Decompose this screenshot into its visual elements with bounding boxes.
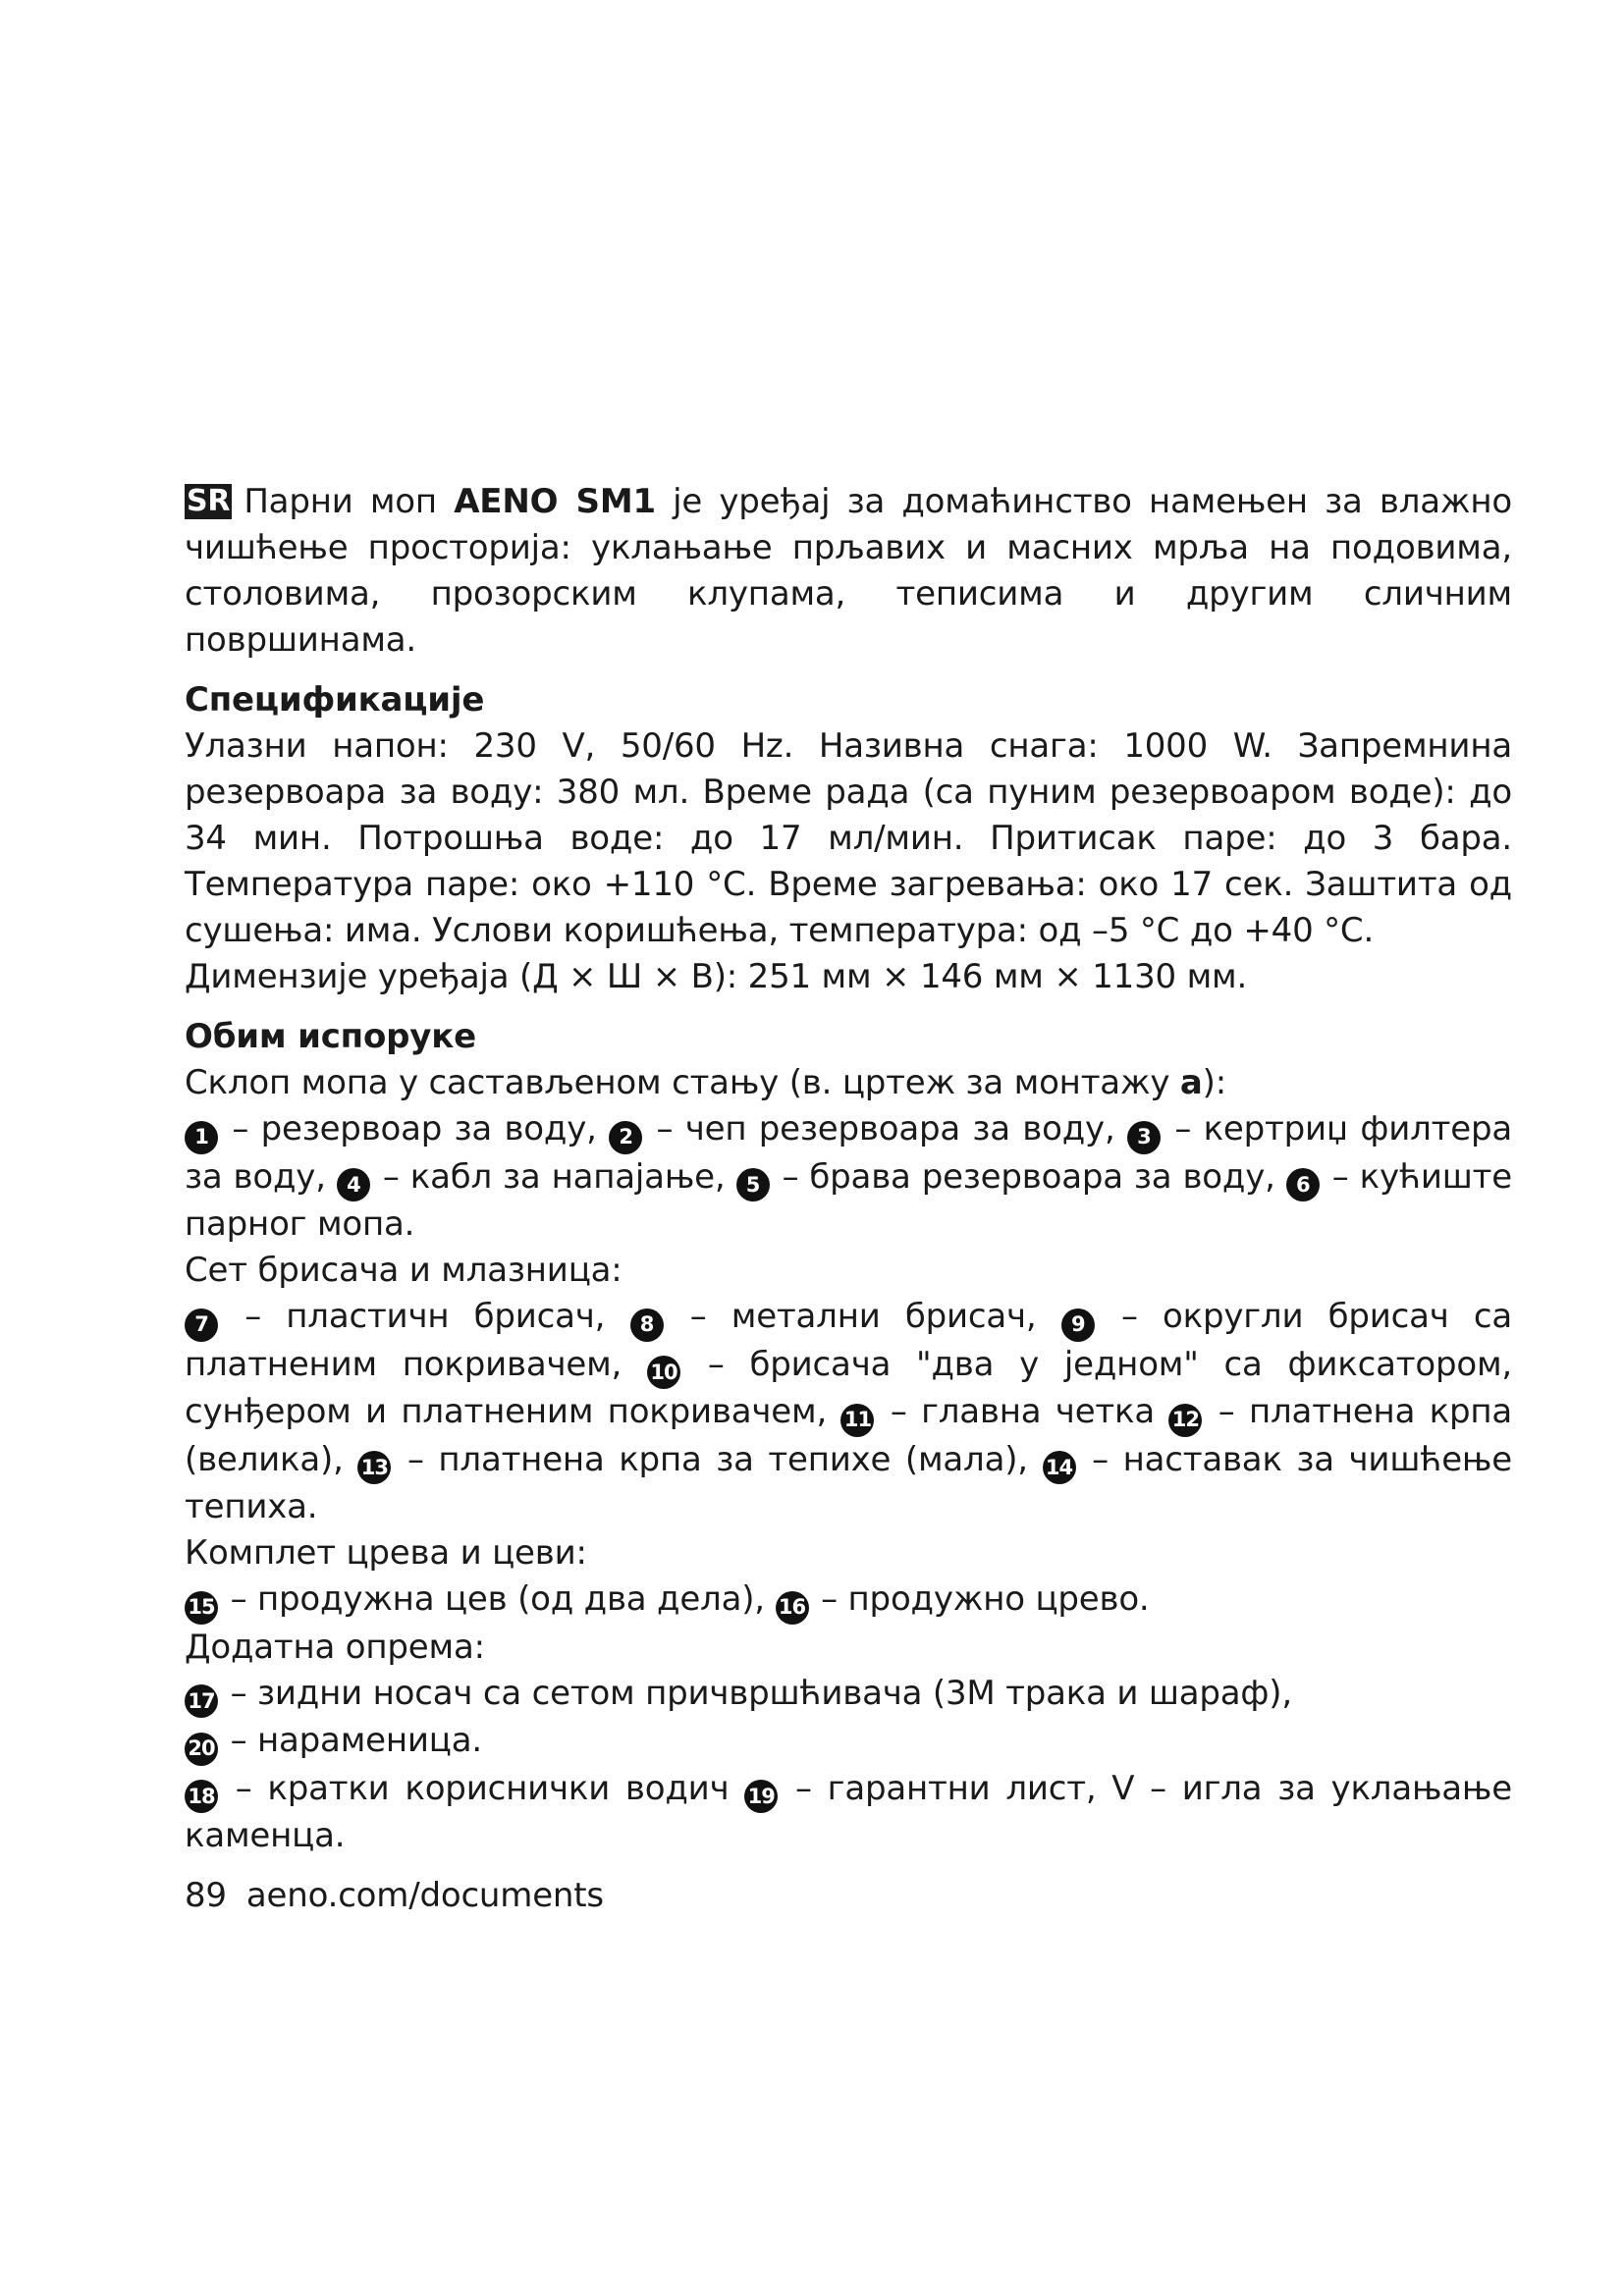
item-description: – главна четка [876,1392,1169,1431]
page-number: 89 [185,1876,227,1915]
item-description: – пластичн брисач, [220,1297,630,1336]
item-number-badge: 2 [609,1121,642,1154]
item-description: – резервоар за воду, [220,1109,610,1148]
item-description: – продужна цев (од два дела), [220,1579,776,1619]
hose-set-label: Комплет црева и цеви: [185,1533,587,1573]
intro-paragraph [185,479,1512,664]
item-description: – зидни носач са сетом причвршћивача (3M трака и шараф), [220,1673,1292,1713]
item-number-badge: 17 [185,1684,218,1718]
assembly-line [185,1060,1512,1106]
item-description: – гарантни лист, V – игла за уклањање каменца. [185,1768,1512,1855]
assembly-text-end: ): [1202,1063,1226,1102]
document-page [185,479,1512,1919]
item-number-badge: 1 [185,1121,218,1154]
item-description: – платнена крпа (велика), [185,1392,1512,1479]
item-number-badge: 15 [185,1591,218,1625]
intro-text-post: је уређај за домаћинство намењен за влажно чишћење просторија: уклањање прљавих и масних мрља на подовима, столовима, прозорским клупама, теписима и другим сличним површинама. [185,482,1512,660]
item-description: – платнена крпа за тепихе (мала), [393,1439,1043,1479]
item-number-badge: 7 [185,1308,218,1342]
item-number-badge: 16 [776,1591,809,1625]
item-number-badge: 19 [744,1780,778,1813]
item-description: – кратки кориснички водич [220,1768,745,1808]
assembly-text: Склоп мопа у састављеном стању (в. цртеж за монтажу [185,1063,1180,1102]
hose-set-list [185,1576,1512,1625]
extras-list-docs [185,1766,1512,1860]
item-number-badge: 8 [630,1308,664,1342]
item-number-badge: 13 [357,1451,391,1484]
brush-set-label: Сет брисача и млазница: [185,1251,623,1290]
main-parts-list [185,1106,1512,1248]
intro-text-pre: Парни моп [244,482,455,521]
model-name: AENO SM1 [454,482,656,521]
extras-list-strap [185,1718,1512,1766]
item-description: – кертриџ филтера за воду, [185,1109,1512,1197]
item-description: – брисача "два у једном" са фиксатором, сунђером и платненим покривачем, [185,1344,1512,1431]
item-description: – метални брисач, [665,1297,1061,1336]
item-number-badge: 18 [185,1780,218,1813]
assembly-drawing-ref: а [1179,1063,1203,1102]
extras-list-wall-mount [185,1671,1512,1719]
specs-paragraph: Улазни напон: 230 V, 50/60 Hz. Називна снага: 1000 W. Запремнина резервоара за воду: 380 мл. Време рада (са пуним резервоаром воде): до 34 мин. Потрошња воде: до 17 мл/мин. Притисак паре: до 3 бара. Температура паре: око +110 °C. Време загревања: око 17 сек. Заштита од сушења: има. Услови коришћења, температура: од –5 °C до +40 °C. [185,726,1512,950]
documents-url: aeno.com/documents [245,1876,604,1915]
item-description: – кабл за напајање, [371,1156,736,1197]
item-description: – продужно црево. [810,1579,1150,1619]
extras-label: Додатна опрема: [185,1627,485,1667]
item-description: – нараменица. [220,1721,482,1760]
item-description: – брава резервоара за воду, [771,1156,1286,1197]
item-description: – кућиште парног мопа. [185,1156,1512,1244]
item-description: – чеп резервоара за воду, [644,1109,1127,1148]
item-number-badge: 6 [1286,1168,1320,1201]
specs-dimensions: Димензије уређаја (Д × Ш × В): 251 мм × 146 мм × 1130 мм. [185,957,1248,996]
item-number-badge: 3 [1127,1121,1161,1154]
item-description: – наставак за чишћење тепиха. [185,1439,1512,1526]
item-number-badge: 12 [1168,1404,1202,1437]
specs-heading: Спецификације [185,680,485,720]
item-number-badge: 14 [1043,1451,1076,1484]
item-number-badge: 10 [647,1356,680,1389]
delivery-heading: Обим испоруке [185,1017,476,1056]
language-badge: SR [187,484,231,518]
item-number-badge: 20 [185,1733,218,1766]
item-number-badge: 11 [840,1404,874,1437]
page-footer [185,1873,1512,1919]
item-number-badge: 9 [1061,1308,1095,1342]
item-description: – округли брисач са платненим покривачем, [185,1297,1512,1384]
item-number-badge: 5 [736,1168,770,1201]
brush-set-list [185,1294,1512,1530]
item-number-badge: 4 [337,1168,370,1201]
